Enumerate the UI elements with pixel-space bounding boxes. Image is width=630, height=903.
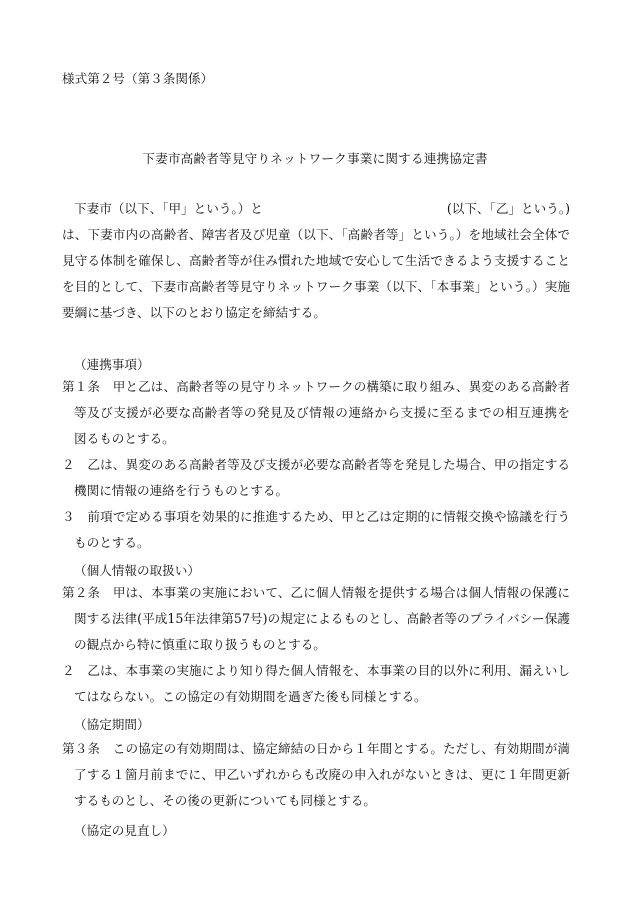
paragraph-line: 機関に情報の連絡を行うものとする。 (74, 483, 289, 498)
article-line: 図るものとする。 (74, 431, 175, 446)
section-heading: （個人情報の取扱い） (74, 563, 200, 578)
article-line: 第２条 甲は、本事業の実施において、乙に個人情報を提供する場合は個人情報の保護に (62, 585, 570, 600)
intro-line: 見守る体制を確保し、高齢者等が住み慣れた地域で安心して生活できるよう支援すること (62, 253, 571, 268)
section-heading: （協定期間） (74, 717, 150, 732)
section-heading: （協定の見直し） (74, 823, 175, 838)
intro-line: は、下妻市内の高齢者、障害者及び児童（以下、「高齢者等」という。）を地域社会全体で (62, 227, 570, 242)
article-line: の観点から特に慎重に取り扱うものとする。 (74, 637, 326, 652)
article-line: 第３条 この協定の有効期間は、協定締結の日から１年間とする。ただし、有効期間が満 (62, 741, 570, 756)
article-line: 等及び支援が必要な高齢者等の発見及び情報の連絡から支援に至るまでの相互連携を (74, 405, 570, 420)
paragraph-line: ものとする。 (74, 535, 150, 550)
article-line: するものとし、その後の更新についても同様とする。 (74, 793, 376, 808)
article-line: 第１条 甲と乙は、高齢者等の見守りネットワークの構築に取り組み、異変のある高齢者 (62, 379, 570, 394)
paragraph-line: ２ 乙は、異変のある高齢者等及び支援が必要な高齢者等を発見した場合、甲の指定する (62, 457, 570, 472)
document-title: 下妻市高齢者等見守りネットワーク事業に関する連携協定書 (142, 151, 488, 166)
section-heading: （連携事項） (74, 357, 150, 372)
article-line: 関する法律(平成15年法律第57号)の規定によるものとし、高齢者等のプライバシー保護 (74, 611, 570, 626)
paragraph-line: てはならない。この協定の有効期間を過ぎた後も同様とする。 (74, 689, 427, 704)
intro-line-right: (以下、「乙」という。) (446, 201, 570, 216)
article-line: 了する１箇月前までに、甲乙いずれからも改廃の申入れがないときは、更に１年間更新 (74, 767, 570, 782)
paragraph-line: ３ 前項で定める事項を効果的に推進するため、甲と乙は定期的に情報交換や協議を行う (62, 509, 570, 524)
paragraph-line: ２ 乙は、本事業の実施により知り得た個人情報を、本事業の目的以外に利用、漏えいし (62, 663, 570, 678)
intro-line: 要綱に基づき、以下のとおり協定を締結する。 (62, 305, 326, 320)
intro-line: 下妻市（以下、「甲」という。）と (74, 201, 263, 216)
intro-line: を目的として、下妻市高齢者等見守りネットワーク事業（以下、「本事業」という。）実施 (62, 279, 570, 294)
form-number-label: 様式第２号（第３条関係） (62, 71, 214, 86)
